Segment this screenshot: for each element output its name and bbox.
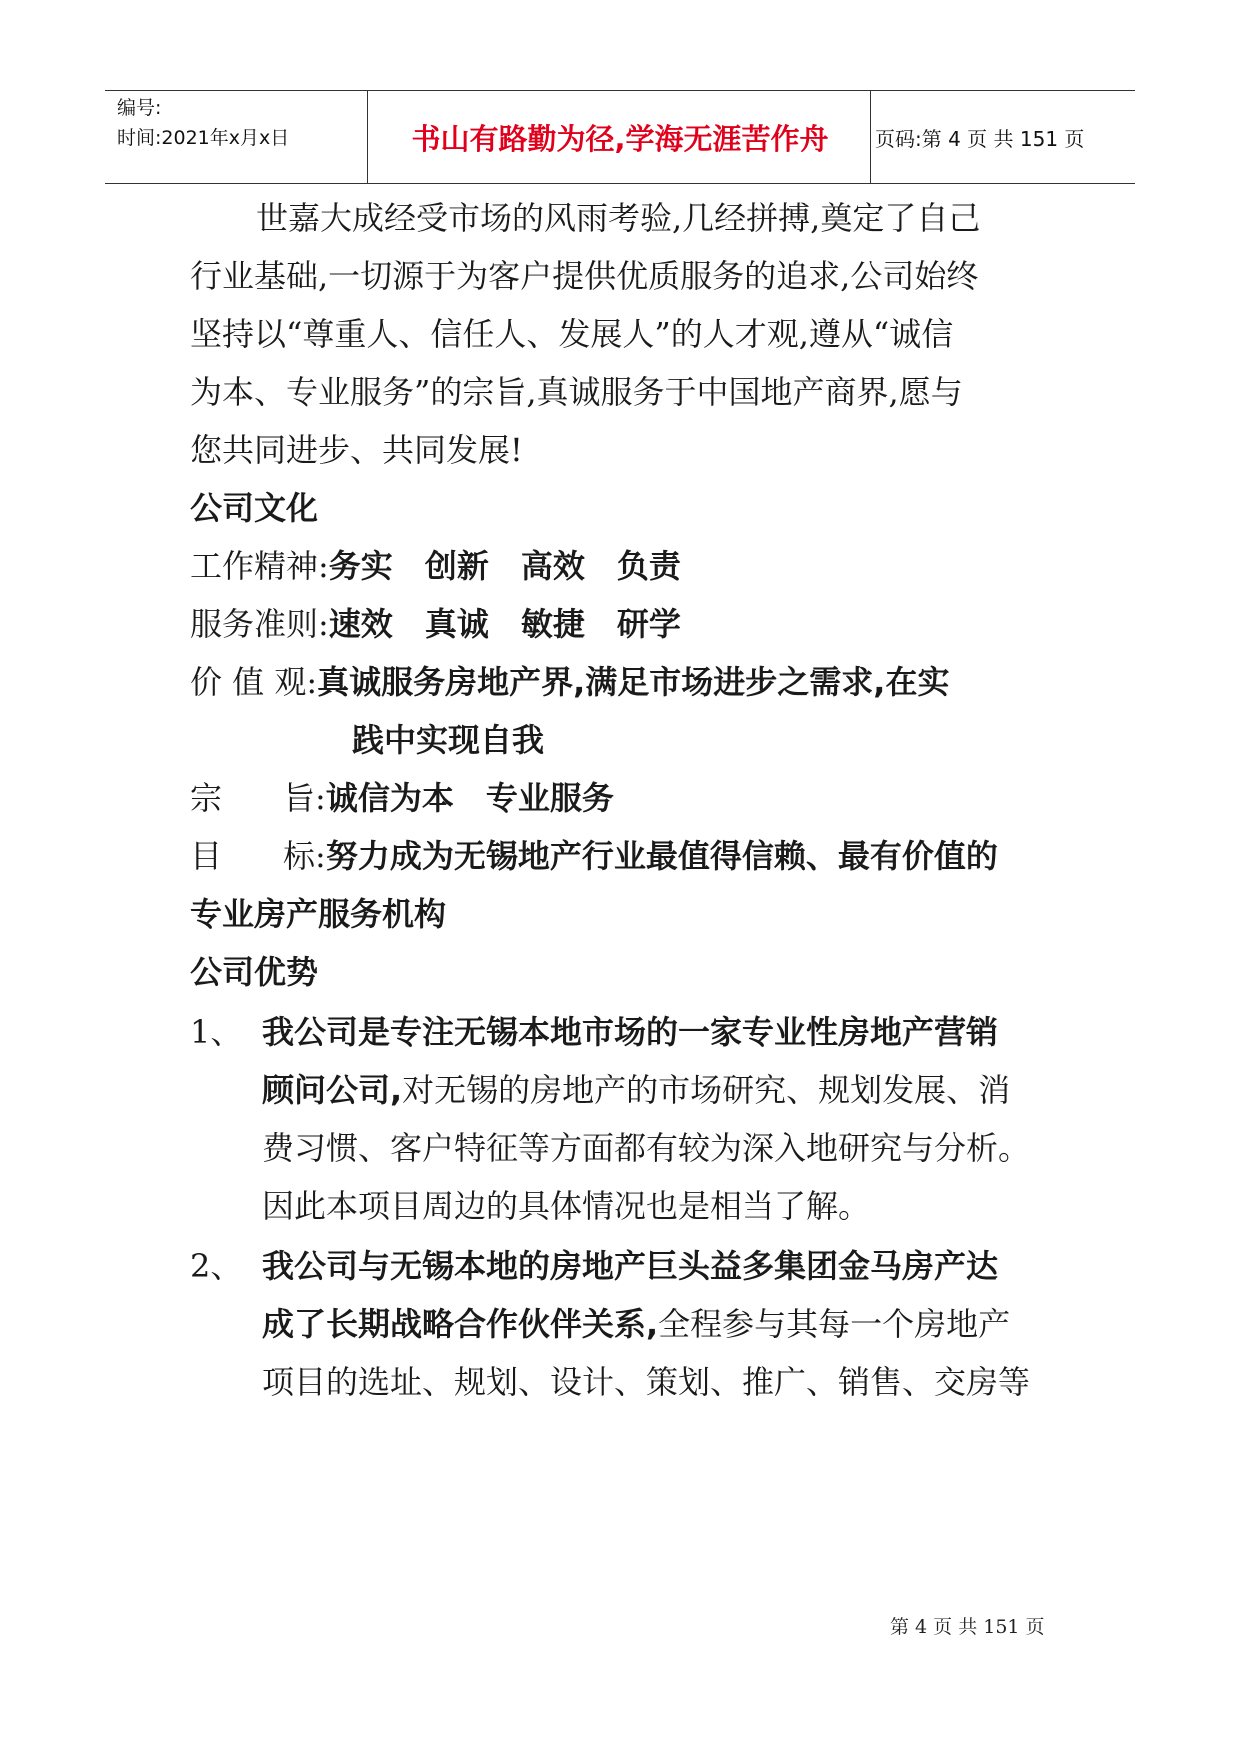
intro-line: 行业基础,一切源于为客户提供优质服务的追求,公司始终 bbox=[190, 257, 979, 295]
purpose-label: 宗 旨: bbox=[190, 779, 326, 817]
advantage-text: 我公司是专注无锡本地市场的一家专业性房地产营销 bbox=[262, 1013, 999, 1051]
advantage-plain-text: 全程参与其每一个房地产 bbox=[658, 1305, 1011, 1343]
service-label: 服务准则: bbox=[190, 605, 329, 643]
service-value: 速效 bbox=[328, 605, 393, 643]
header-divider bbox=[367, 91, 368, 183]
spirit-value: 高效 bbox=[520, 547, 585, 585]
values-text: 真诚服务房地产界,满足市场进步之需求,在实 bbox=[317, 663, 950, 701]
purpose-value: 专业服务 bbox=[485, 779, 614, 817]
values-text-cont: 践中实现自我 bbox=[352, 721, 545, 759]
advantage-plain-text: 对无锡的房地产的市场研究、规划发展、消 bbox=[402, 1071, 1011, 1109]
purpose-value: 诚信为本 bbox=[325, 779, 454, 817]
advantage-text: 项目的选址、规划、设计、策划、推广、销售、交房等 bbox=[262, 1363, 1031, 1401]
spirit-label: 工作精神: bbox=[190, 547, 329, 585]
intro-line: 为本、专业服务”的宗旨,真诚服务于中国地产商界,愿与 bbox=[190, 373, 963, 411]
spirit-value: 负责 bbox=[616, 547, 681, 585]
service-row bbox=[190, 602, 681, 646]
advantage-text: 我公司与无锡本地的房地产巨头益多集团金马房产达 bbox=[262, 1247, 999, 1285]
spirit-value: 务实 bbox=[328, 547, 393, 585]
advantage-bold-text: 顾问公司, bbox=[262, 1071, 403, 1109]
service-value: 真诚 bbox=[424, 605, 489, 643]
advantage-bold-text: 成了长期战略合作伙伴关系, bbox=[262, 1305, 659, 1343]
goal-row bbox=[190, 834, 998, 878]
service-value: 敏捷 bbox=[520, 605, 585, 643]
header-page-info: 页码:第 4 页 共 151 页 bbox=[875, 126, 1085, 151]
goal-label: 目 标: bbox=[190, 837, 326, 875]
advantage-text: 因此本项目周边的具体情况也是相当了解。 bbox=[262, 1187, 871, 1225]
header-motto: 书山有路勤为径,学海无涯苦作舟 bbox=[411, 121, 829, 156]
page-footer: 第 4 页 共 151 页 bbox=[890, 1616, 1045, 1638]
spirit-value: 创新 bbox=[424, 547, 489, 585]
advantage-text: 费习惯、客户特征等方面都有较为深入地研究与分析。 bbox=[262, 1129, 1031, 1167]
advantage-text bbox=[262, 1302, 1010, 1346]
culture-heading: 公司文化 bbox=[190, 489, 319, 527]
advantages-heading: 公司优势 bbox=[190, 953, 319, 991]
page-header bbox=[105, 90, 1135, 184]
values-label: 价 值 观: bbox=[190, 663, 318, 701]
advantage-number: 2、 bbox=[190, 1247, 243, 1285]
advantage-number: 1、 bbox=[190, 1013, 243, 1051]
purpose-row bbox=[190, 776, 614, 820]
intro-line: 您共同进步、共同发展! bbox=[190, 431, 523, 469]
goal-text-cont: 专业房产服务机构 bbox=[190, 895, 447, 933]
intro-line: 坚持以“尊重人、信任人、发展人”的人才观,遵从“诚信 bbox=[190, 315, 954, 353]
service-value: 研学 bbox=[616, 605, 681, 643]
spirit-row bbox=[190, 544, 681, 588]
intro-line: 世嘉大成经受市场的风雨考验,几经拼搏,奠定了自己 bbox=[256, 199, 981, 237]
doc-number-label: 编号: bbox=[117, 97, 162, 119]
doc-time-label: 时间:2021年x月x日 bbox=[117, 127, 290, 149]
header-meta bbox=[117, 93, 367, 153]
header-divider bbox=[870, 91, 871, 183]
values-row bbox=[190, 660, 949, 704]
advantage-text bbox=[262, 1068, 1010, 1112]
goal-text: 努力成为无锡地产行业最值得信赖、最有价值的 bbox=[325, 837, 998, 875]
